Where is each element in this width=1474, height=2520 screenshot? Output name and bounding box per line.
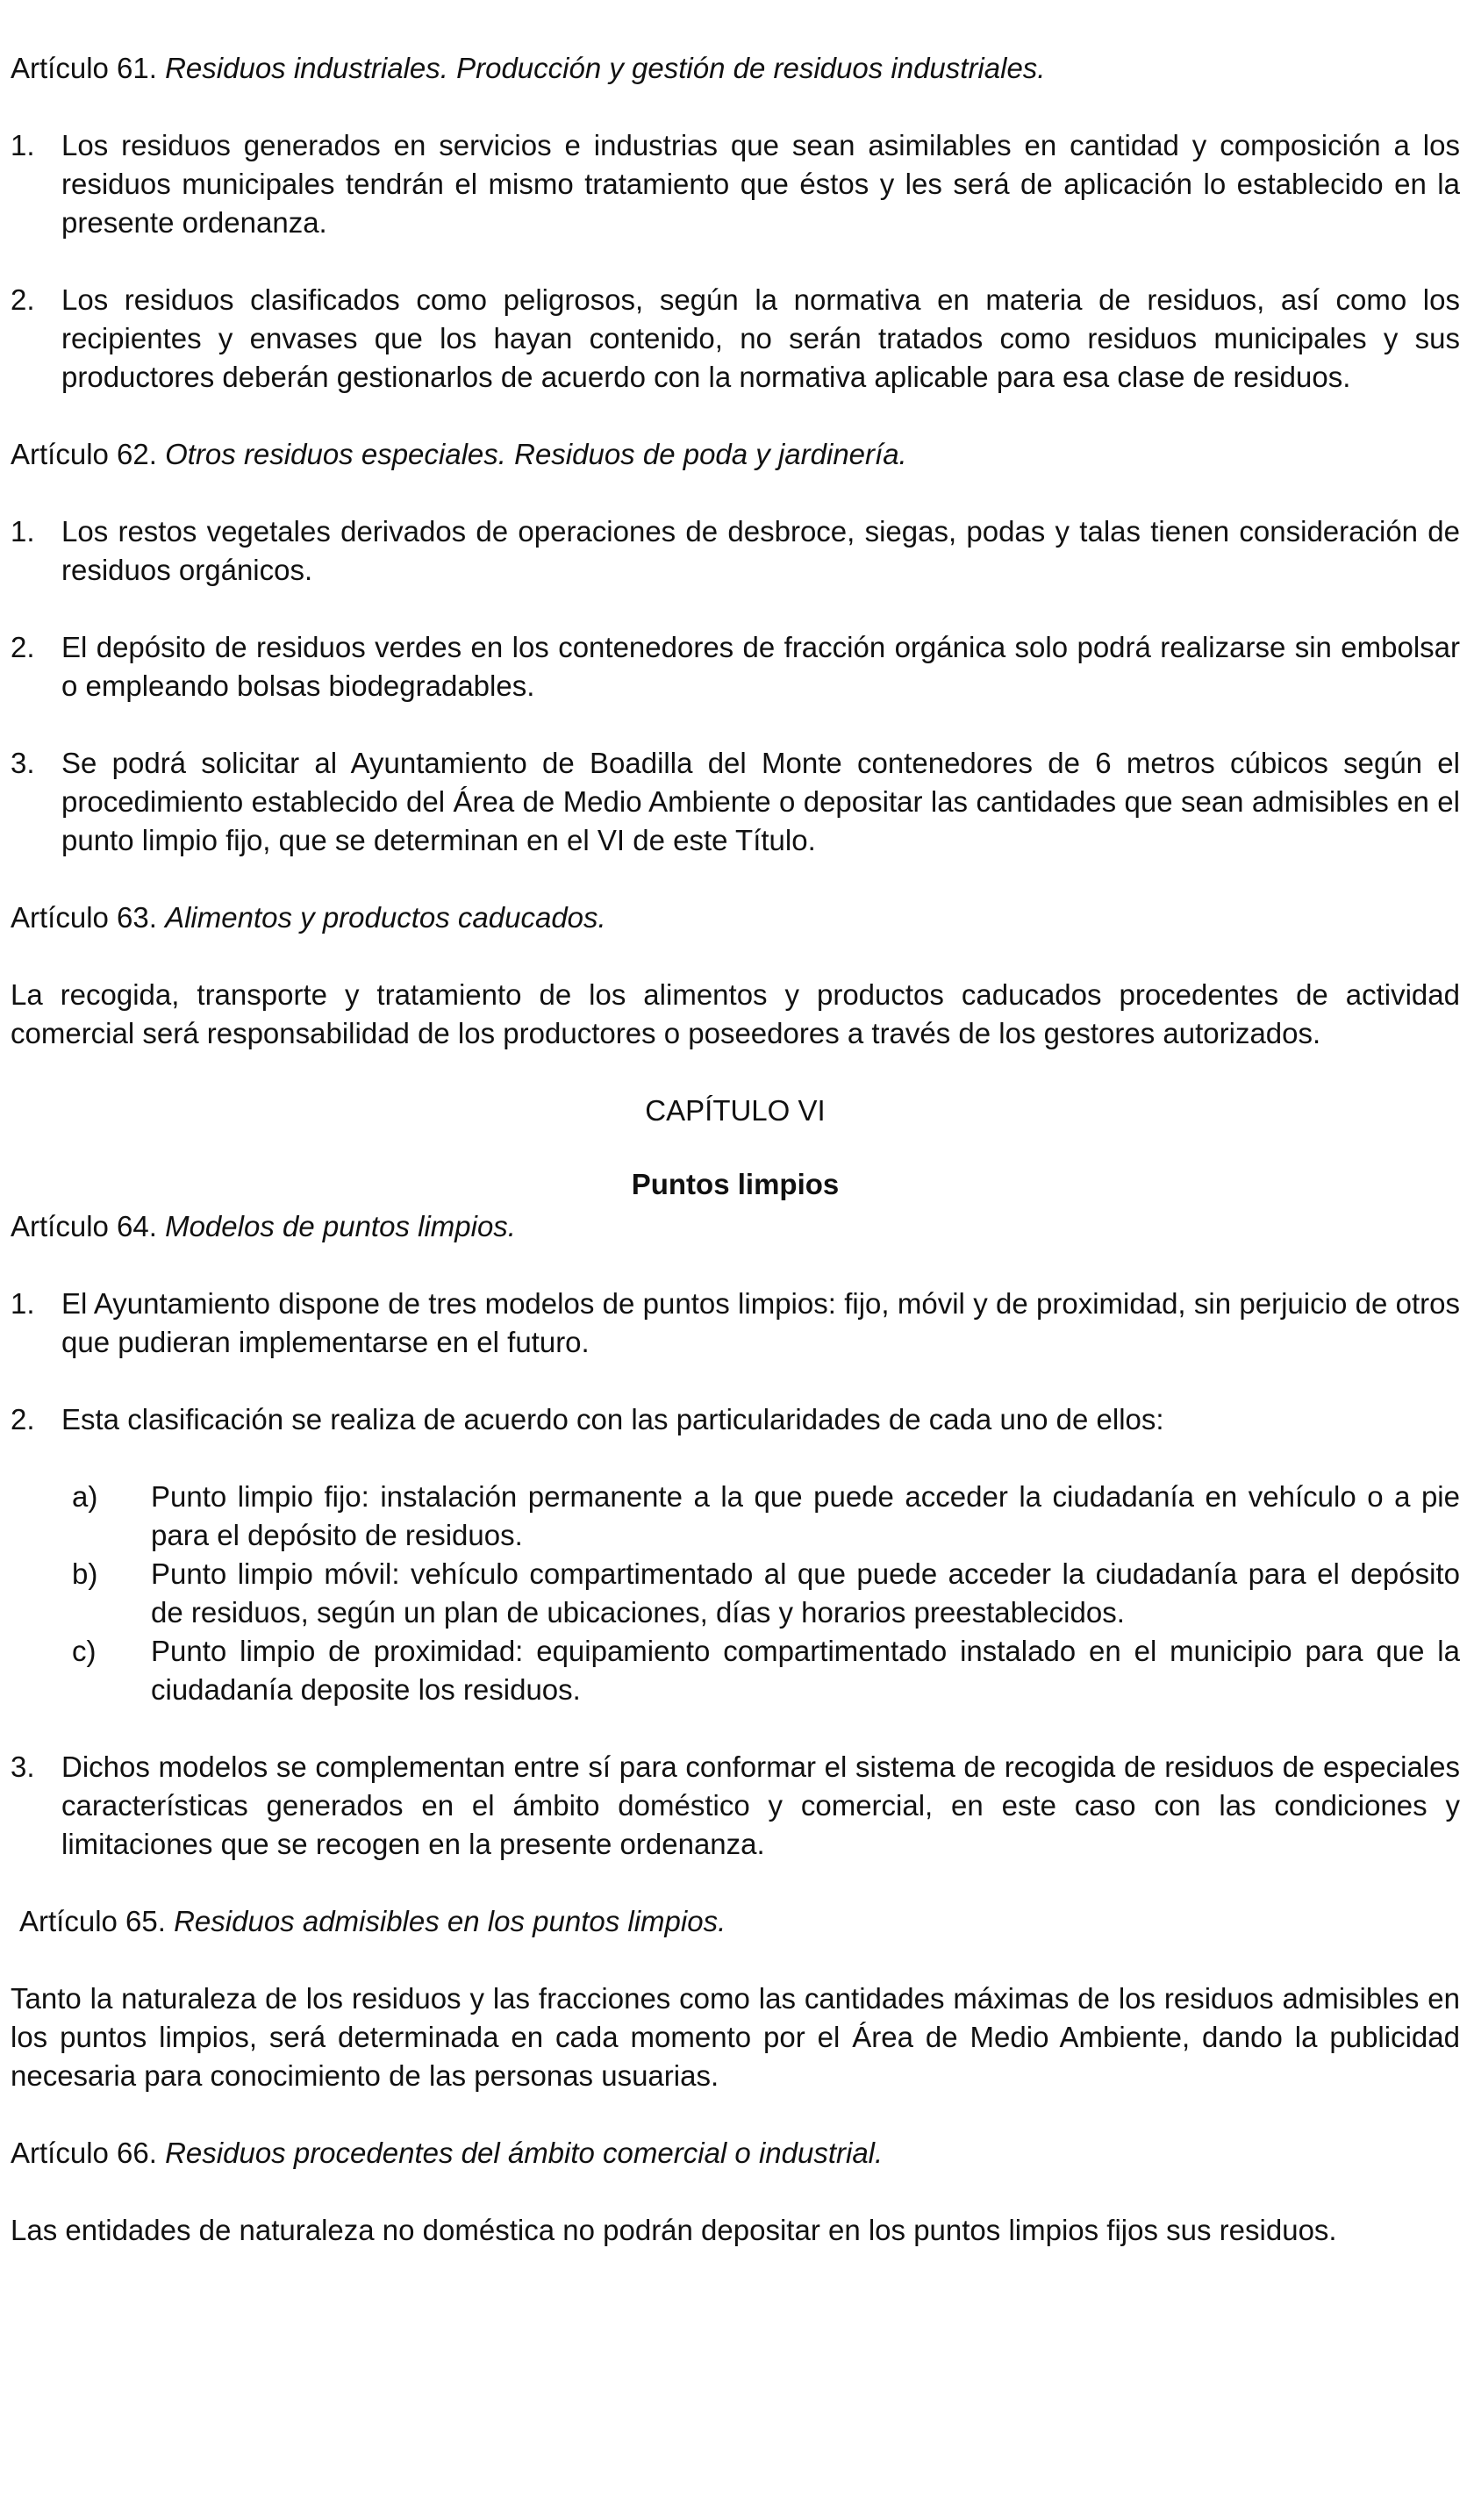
- list-item: [11, 1400, 1460, 1439]
- article-65-heading: [11, 1902, 1460, 1941]
- list-item: [11, 281, 1460, 397]
- item-number: 3.: [11, 747, 35, 779]
- article-66-heading: [11, 2134, 1460, 2173]
- document-page: [11, 49, 1460, 2288]
- list-item: [11, 744, 1460, 860]
- article-61-heading: [11, 49, 1460, 88]
- item-number: 2.: [11, 1403, 35, 1435]
- list-item: [11, 1285, 1460, 1362]
- list-item: [11, 512, 1460, 590]
- article-64-heading: [11, 1207, 1460, 1246]
- sub-item-letter: a): [72, 1480, 98, 1513]
- article-number: Artículo 63.: [11, 901, 157, 934]
- paragraph: La recogida, transporte y tratamiento de los alimentos y productos caducados procedentes de actividad comercial será responsabilidad de los productores o poseedores a través de los gestores autorizados.: [11, 978, 1460, 1049]
- article-62-heading: [11, 435, 1460, 474]
- article-title: Otros residuos especiales. Residuos de poda y jardinería.: [165, 438, 907, 470]
- sub-item-letter: c): [72, 1635, 97, 1667]
- item-text: Esta clasificación se realiza de acuerdo con las particularidades de cada uno de ellos:: [61, 1403, 1164, 1435]
- sub-item-text: Punto limpio de proximidad: equipamiento compartimentado instalado en el municipio para que la ciudadanía deposite los residuos.: [151, 1635, 1460, 1706]
- paragraph: Las entidades de naturaleza no doméstica no podrán depositar en los puntos limpios fijos sus residuos.: [11, 2214, 1337, 2246]
- chapter-title: Puntos limpios: [631, 1168, 840, 1200]
- article-number: Artículo 65.: [19, 1905, 166, 1937]
- sub-item-letter: b): [72, 1557, 98, 1590]
- sub-item-text: Punto limpio fijo: instalación permanente a la que puede acceder la ciudadanía en vehículo o a pie para el depósito de residuos.: [151, 1480, 1460, 1551]
- article-title: Alimentos y productos caducados.: [165, 901, 606, 934]
- sub-list: [11, 1478, 1460, 1709]
- list-item: [11, 1748, 1460, 1864]
- article-title: Residuos admisibles en los puntos limpios.: [174, 1905, 726, 1937]
- article-title: Modelos de puntos limpios.: [165, 1210, 516, 1242]
- item-text: Dichos modelos se complementan entre sí para conformar el sistema de recogida de residuos de especiales características generados en el ámbito doméstico y comercial, en este caso con las condiciones y limitaciones que se recogen en la presente ordenanza.: [61, 1750, 1460, 1860]
- item-text: Los residuos clasificados como peligrosos, según la normativa en materia de residuos, así como los recipientes y envases que los hayan contenido, no serán tratados como residuos municipales y sus productores deberán gestionarlos de acuerdo con la normativa aplicable para esa clase de residuos.: [61, 283, 1460, 393]
- item-text: Los residuos generados en servicios e industrias que sean asimilables en cantidad y composición a los residuos municipales tendrán el mismo tratamiento que éstos y les será de aplicación lo establecido en la presente ordenanza.: [61, 129, 1460, 239]
- list-item: [11, 628, 1460, 705]
- sub-list-item: [72, 1478, 1460, 1555]
- paragraph: Tanto la naturaleza de los residuos y las fracciones como las cantidades máximas de los residuos admisibles en los puntos limpios, será determinada en cada momento por el Área de Medio Ambiente, dando la publicidad necesaria para conocimiento de las personas usuarias.: [11, 1982, 1460, 2092]
- sub-item-text: Punto limpio móvil: vehículo compartimentado al que puede acceder la ciudadanía para el depósito de residuos, según un plan de ubicaciones, días y horarios preestablecidos.: [151, 1557, 1460, 1629]
- article-63-heading: [11, 898, 1460, 937]
- article-number: Artículo 62.: [11, 438, 157, 470]
- sub-list-item: [72, 1632, 1460, 1709]
- item-text: Los restos vegetales derivados de operaciones de desbroce, siegas, podas y talas tienen consideración de residuos orgánicos.: [61, 515, 1460, 586]
- item-number: 1.: [11, 129, 35, 161]
- item-number: 1.: [11, 515, 35, 548]
- list-item: [11, 126, 1460, 242]
- item-text: Se podrá solicitar al Ayuntamiento de Boadilla del Monte contenedores de 6 metros cúbicos según el procedimiento establecido del Área de Medio Ambiente o depositar las cantidades que sean admisibles en el punto limpio fijo, que se determinan en el VI de este Título.: [61, 747, 1460, 856]
- item-number: 2.: [11, 283, 35, 316]
- article-number: Artículo 66.: [11, 2137, 157, 2169]
- item-text: El Ayuntamiento dispone de tres modelos de puntos limpios: fijo, móvil y de proximidad, sin perjuicio de otros que pudieran implementarse en el futuro.: [61, 1287, 1460, 1358]
- article-number: Artículo 64.: [11, 1210, 157, 1242]
- item-number: 2.: [11, 631, 35, 663]
- article-number: Artículo 61.: [11, 52, 157, 84]
- sub-list-item: [72, 1555, 1460, 1632]
- item-number: 3.: [11, 1750, 35, 1783]
- item-text: El depósito de residuos verdes en los contenedores de fracción orgánica solo podrá realizarse sin embolsar o empleando bolsas biodegradables.: [61, 631, 1460, 702]
- article-title: Residuos procedentes del ámbito comercial o industrial.: [165, 2137, 884, 2169]
- chapter-label: CAPÍTULO VI: [645, 1094, 826, 1127]
- item-number: 1.: [11, 1287, 35, 1320]
- article-title: Residuos industriales. Producción y gestión de residuos industriales.: [165, 52, 1046, 84]
